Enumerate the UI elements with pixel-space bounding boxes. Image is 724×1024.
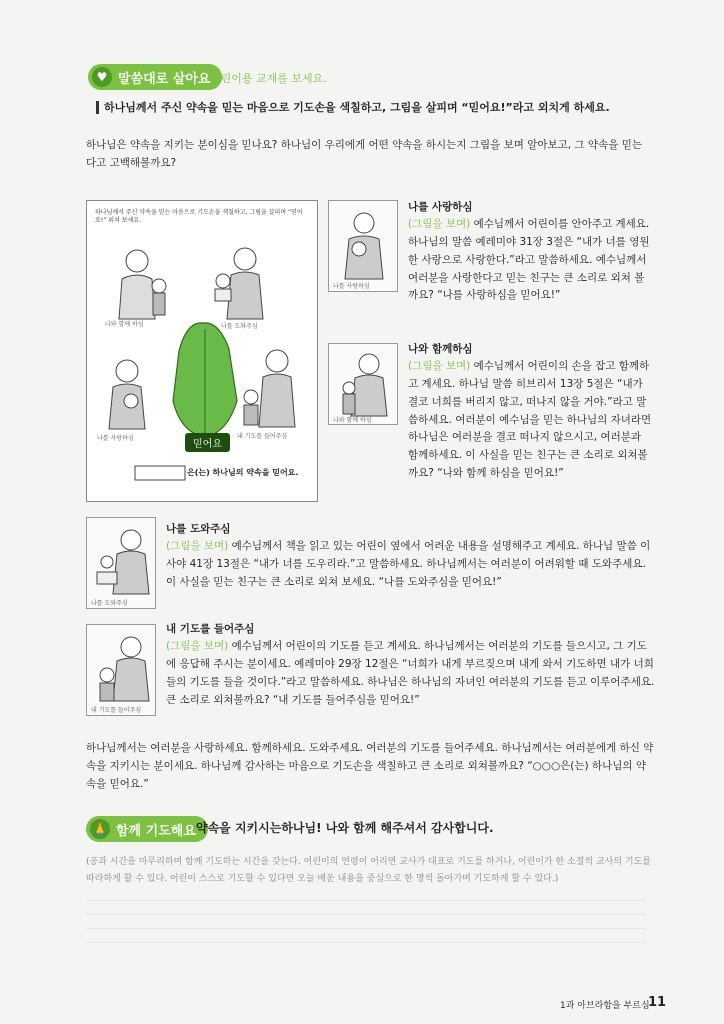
- page-number: 11: [648, 995, 667, 1010]
- worksheet-fill-line: 은(는) 하나님의 약속을 믿어요.: [187, 468, 299, 477]
- section-help-body: [166, 538, 656, 592]
- prayer-label: 함께 기도해요: [116, 823, 196, 839]
- section-with-me-title: 나와 함께하심: [408, 343, 473, 355]
- footer-lesson: 1과 아브라함을 부르심: [560, 1001, 650, 1011]
- section-label-pill: [88, 64, 222, 90]
- worksheet-scene-label-3: 나를 사랑하심: [97, 435, 134, 442]
- section-help-tag: (그림을 보며): [166, 540, 229, 552]
- worksheet-scene-label-1: 나와 함께 하심: [105, 321, 144, 328]
- thumbnail-prayer: [86, 624, 156, 716]
- section-help-text: 예수님께서 책을 읽고 있는 어린이 옆에서 어려운 내용을 설명해주고 계세요. 하나님 말씀 이사야 41장 13절은 “내가 너를 도우리라.”고 말씀하세요. 하나님께서는 여러분이 어려워할 때 도와주세요. 이 사실을 믿는 친구는 큰 소리로 외쳐 보세요. “나를 도와주심을 믿어요!”: [166, 540, 651, 588]
- section-love-body: [408, 216, 654, 305]
- thumbnail-with-me-label: 나와 함께 하심: [333, 417, 372, 424]
- worksheet-scene-label-2: 나를 도와주심: [221, 323, 258, 330]
- instruction-text: 하나님께서 주신 약속을 믿는 마음으로 기도손을 색칠하고, 그림을 살피며 “믿어요!”라고 외치게 하세요.: [104, 101, 610, 114]
- praying-person-icon: 🙏: [90, 819, 110, 839]
- section-subtitle: 어린이용 교재를 보세요.: [210, 72, 327, 85]
- section-help-title: 나를 도와주심: [166, 523, 231, 535]
- thumbnail-help: [86, 517, 156, 609]
- section-prayer-tag: (그림을 보며): [166, 640, 229, 652]
- bleed-through-texture: [86, 900, 646, 950]
- prayer-label-pill: [86, 816, 208, 842]
- section-with-me-text: 예수님께서 어린이의 손을 잡고 함께하고 계세요. 하나님 말씀 히브리서 13장 5절은 “내가 결코 너희를 버리지 않고, 떠나지 않을 거야.”라고 말씀하세요. 여러분이 예수님을 믿는 하나님의 자녀라면 하나님은 여러분을 결코 떠나지 않으시고, 여러분과 함께하세요. 이 사실을 믿는 친구는 큰 소리로 외쳐볼까요? “나와 함께 하심을 믿어요!”: [408, 360, 652, 480]
- section-love-tag: (그림을 보며): [408, 218, 471, 230]
- section-love-title: 나를 사랑하심: [408, 201, 473, 213]
- prayer-text: 약속을 지키시는하나님! 나와 함께 해주셔서 감사합니다.: [196, 821, 494, 835]
- believe-badge: 믿어요: [185, 433, 230, 452]
- worksheet-scene-label-4: 내 기도를 들어주심: [237, 433, 288, 440]
- worksheet-image: [86, 200, 318, 502]
- section-prayer-title: 내 기도를 들어주심: [166, 623, 255, 635]
- heart-icon: ♥: [92, 67, 112, 87]
- worksheet-illustration: [87, 201, 319, 503]
- section-prayer-body: [166, 638, 656, 709]
- section-love-text: 예수님께서 어린이를 안아주고 계세요. 하나님의 말씀 예레미야 31장 3절은 “내가 너를 영원한 사랑으로 사랑한다.”라고 말씀하세요. 예수님께서 여러분을 사랑한다고 믿는 친구는 큰 소리로 외쳐 볼까요? “나를 사랑하심을 믿어요!”: [408, 218, 650, 302]
- worksheet-caption: 하나님께서 주신 약속을 믿는 마음으로 기도손을 색칠하고, 그림을 살피며 “믿어요!” 외쳐 보세요.: [95, 209, 303, 224]
- instruction-bar: [96, 101, 99, 114]
- thumbnail-prayer-label: 내 기도를 들어주심: [91, 707, 142, 714]
- section-label: 말씀대로 살아요: [118, 71, 211, 87]
- section-with-me-tag: (그림을 보며): [408, 360, 471, 372]
- thumbnail-help-illustration: [87, 518, 156, 609]
- thumbnail-help-label: 나를 도와주심: [91, 600, 128, 607]
- prayer-note: (공과 시간을 마무리하며 함께 기도하는 시간을 갖는다. 어린이의 연령이 어리면 교사가 대표로 기도를 하거나, 어린이가 한 소절씩 교사의 기도를 따라하게 할 수 있다. 어린이 스스로 기도할 수 있다면 오늘 배운 내용을 중심으로 한 명씩 돌아가며 기도하게 할 수 있다.): [86, 857, 651, 885]
- thumbnail-prayer-illustration: [87, 625, 156, 716]
- intro-paragraph: 하나님은 약속을 지키는 분이심을 믿나요? 하나님이 우리에게 어떤 약속을 하시는지 그림을 보며 알아보고, 그 약속을 믿는다고 고백해볼까요?: [86, 139, 642, 169]
- section-with-me-body-top: [408, 358, 654, 483]
- thumbnail-with-me: [328, 343, 398, 425]
- thumbnail-with-me-illustration: [329, 344, 398, 425]
- section-prayer-text: 예수님께서 어린이의 기도를 듣고 계세요. 하나님께서는 여러분의 기도를 들으시고, 그 기도에 응답해 주시는 분이세요. 예레미야 29장 12절은 “너희가 내게 부르짖으며 내게 와서 기도하면 내가 너희들의 기도를 들을 것이다.”라고 말씀하세요. 하나님은 하나님의 자녀인 여러분의 기도를 듣고 이루어주세요. 큰 소리로 외쳐볼까요? “내 기도를 들어주심을 믿어요!”: [166, 640, 655, 706]
- thumbnail-love: [328, 200, 398, 292]
- thumbnail-love-label: 나를 사랑하심: [333, 283, 370, 290]
- summary-paragraph: 하나님께서는 여러분을 사랑하세요. 함께하세요. 도와주세요. 여러분의 기도를 들어주세요. 하나님께서는 여러분에게 하신 약속을 지키시는 분이세요. 하나님께 감사하는 마음으로 기도손을 색칠하고 큰 소리로 외쳐볼까요? “○○○은(는) 하나님의 약속을 믿어요.”: [86, 742, 654, 790]
- thumbnail-love-illustration: [329, 201, 398, 292]
